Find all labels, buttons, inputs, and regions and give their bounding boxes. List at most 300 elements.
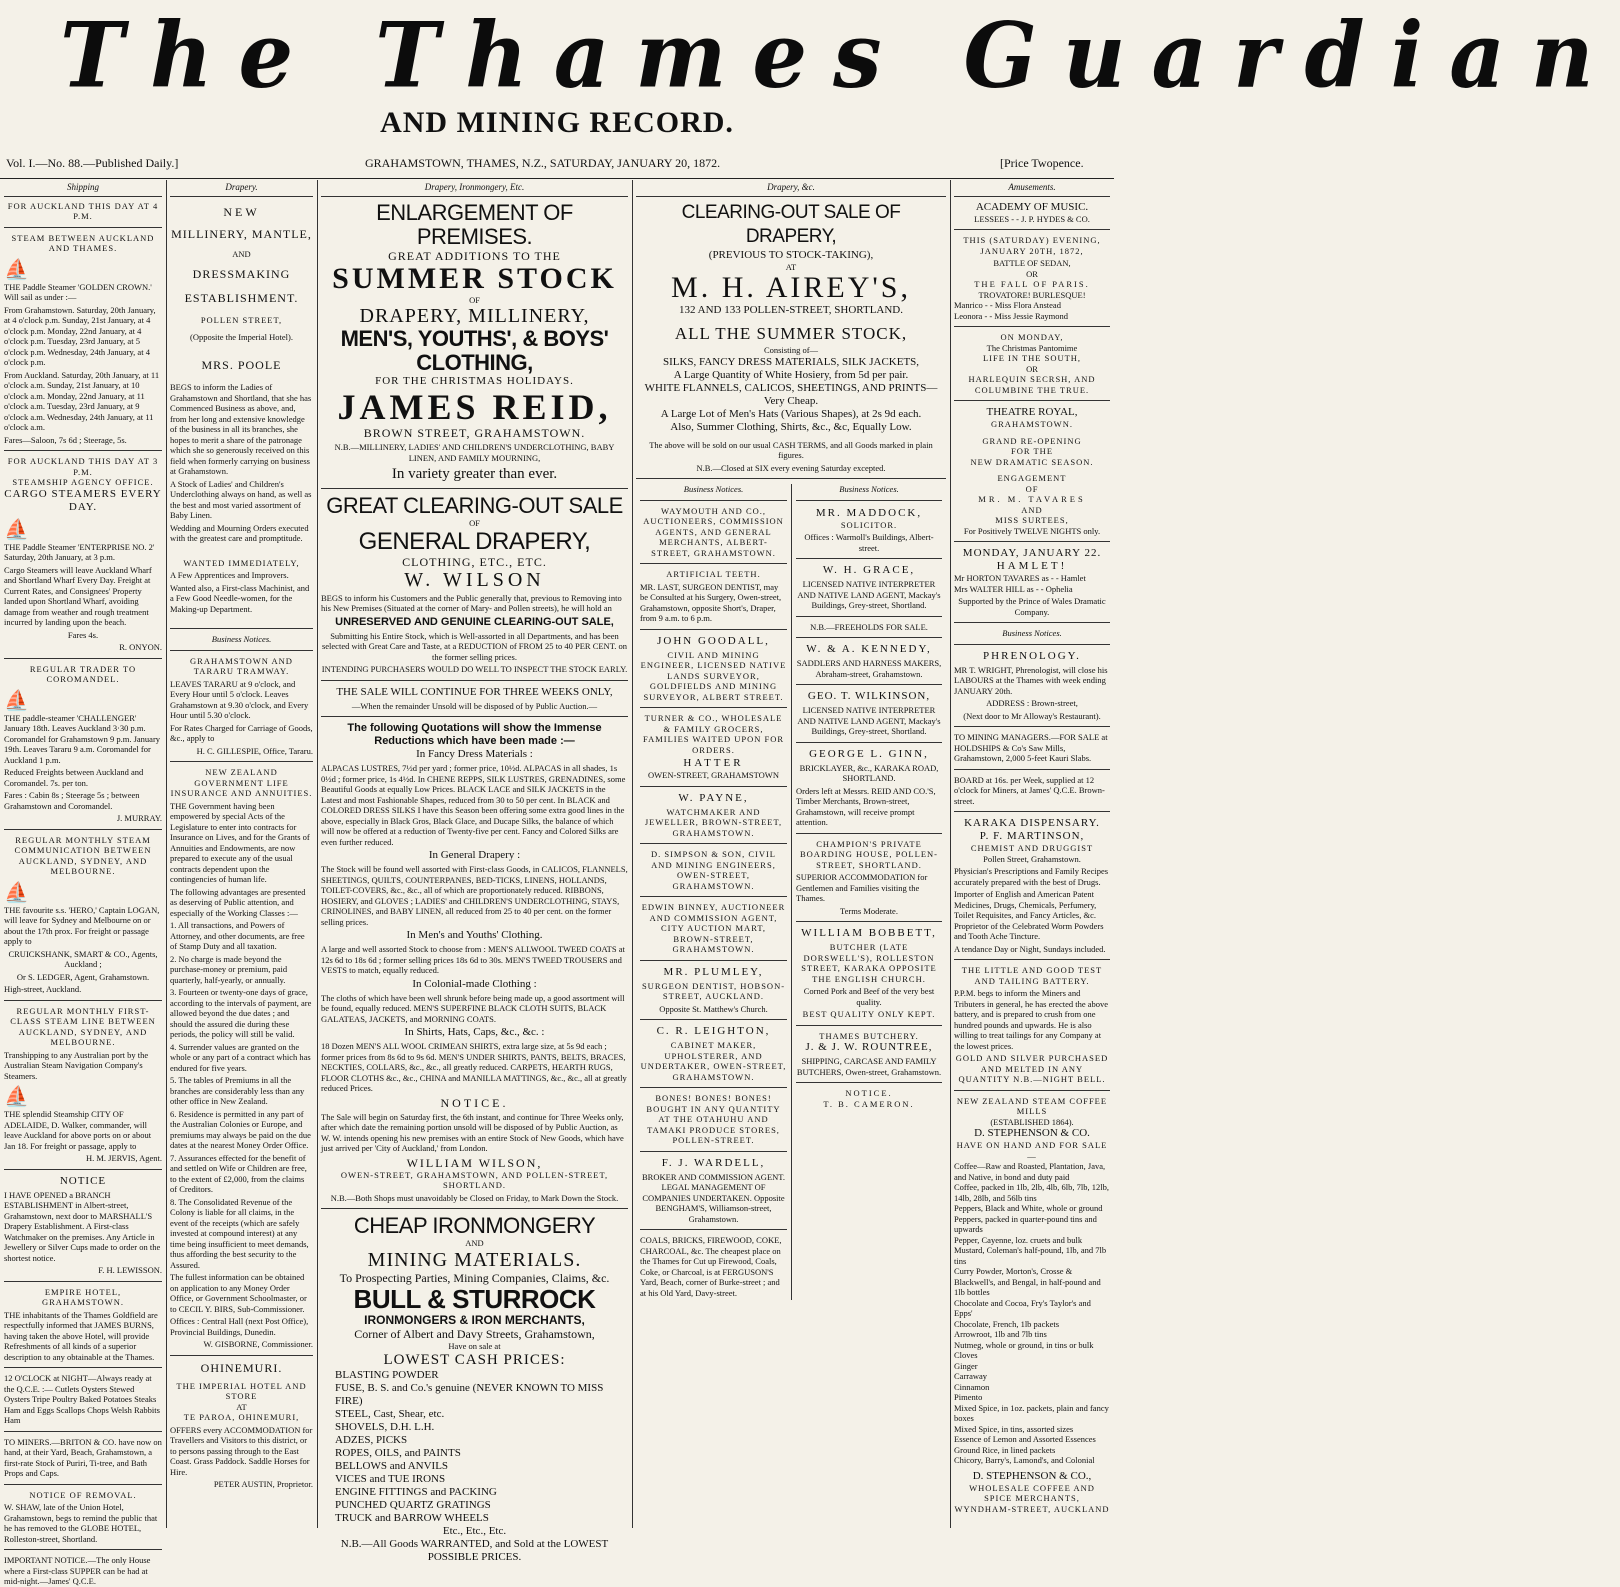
ad-text: The cloths of which have been well shrunk before being made up, a good assortment will be found, equally reduced. MEN'S SUPERFINE BLACK CLOTH SUITS, BLACK GALATEAS, JACKETS, and MORNING COATS. bbox=[321, 992, 625, 1024]
divider bbox=[4, 450, 162, 451]
ad-heading: THE FALL OF PARIS. bbox=[974, 279, 1090, 289]
ad-text: D. SIMPSON & SON, CIVIL AND MINING ENGINEERS, OWEN-STREET, GRAHAMSTOWN. bbox=[650, 849, 776, 891]
list-item: Chocolate and Cocoa, Fry's Taylor's and Epps' bbox=[954, 1297, 1091, 1318]
divider bbox=[4, 1169, 162, 1170]
cast-line: Leonora - - Miss Jessie Raymond bbox=[954, 310, 1069, 321]
ad-schedule: From Auckland. Saturday, 20th January, at 11 o'clock a.m. Sunday, 21st January, at 10 o'clock a.m. Monday, 22nd January, at 11 o'clock a.m. Tuesday, 23rd January, at 9 o'clock a.m. Wednesday, 24th January, at 11 o'clock a.m. bbox=[4, 369, 160, 432]
ad-text: WATCHMAKER AND JEWELLER, BROWN-STREET, GRAHAMSTOWN. bbox=[644, 806, 783, 838]
list-item: Peppers, packed in quarter-pound tins and upwards bbox=[954, 1213, 1097, 1234]
ad-text: TURNER & CO., WHOLESALE & FAMILY GROCERS, FAMILIES WAITED UPON FOR ORDERS. bbox=[642, 713, 785, 755]
ad-text: ALPACAS LUSTRES, 7½d per yard ; former price, 10½d. ALPACAS in all shades, 1s 0½d ; former price, 1s 4½d. In CHENE REPPS, SILK LUSTRES, GRENADINES, some Beautiful Goods at equally Low Prices. BLACK LACE and SILK JACKETS in the Latest and most Fashionable Shapes, reduced from 30 to 50 per cent. In BLACK and COLORED DRESS SILKS I have this Season been offering some extra good lines in the above, especially in Black Gros, Black Glace, and Ducape Silks, the balance of which will now be offered at a reduction of Twenty-five per cent. Fancy and Colored Silks are even further reduced. bbox=[321, 763, 626, 847]
drapery-column bbox=[170, 180, 313, 1528]
newspaper-title: The Thames Guardian bbox=[60, 2, 1620, 109]
ad-text: A Few Apprentices and Improvers. bbox=[170, 570, 289, 580]
ad-heading: ARTIFICIAL TEETH. bbox=[666, 569, 761, 579]
ad-text: Transhipping to any Australian port by the Australian Steam Navigation Company's Steamers. bbox=[4, 1049, 149, 1081]
ad-heading: MR. MADDOCK, bbox=[815, 506, 923, 519]
section-title: In Colonial-made Clothing : bbox=[412, 977, 537, 990]
ad-heading: THE SALE WILL CONTINUE FOR THREE WEEKS ONLY, bbox=[336, 685, 613, 698]
ad-heading: LIFE IN THE SOUTH, bbox=[982, 353, 1082, 363]
ad-text: Fares : Cabin 8s ; Steerage 5s ; between Grahamstown and Coromandel. bbox=[4, 790, 140, 811]
ad-text: GOLD AND SILVER PURCHASED AND MELTED IN ANY QUANTITY N.B.—NIGHT BELL. bbox=[955, 1053, 1109, 1084]
ad-text: The fullest information can be obtained on application to any Money Order Office, or Government Schoolmaster, or to CECIL Y. BIRS, Sub-Commissioner. bbox=[170, 1272, 307, 1314]
ad-headline: GENERAL DRAPERY, bbox=[358, 527, 591, 555]
ad-text: Opposite St. Matthew's Church. bbox=[659, 1003, 768, 1014]
amusements-column bbox=[954, 180, 1110, 1528]
column-header: Shipping bbox=[4, 180, 162, 197]
ad-signature: PETER AUSTIN, Proprietor. bbox=[213, 1479, 313, 1489]
ad-text: N.B.—Both Shops must unavoidably be Closed on Friday, to Mark Down the Stock. bbox=[330, 1192, 619, 1203]
ad-text: BRICKLAYER, &c., KARAKA ROAD, SHORTLAND. bbox=[799, 762, 939, 783]
cast-line: Mrs WALTER HILL as - - Ophelia bbox=[954, 583, 1073, 594]
ad-text: Pollen Street, Grahamstown. bbox=[983, 853, 1081, 864]
business-notices-left bbox=[636, 484, 791, 1300]
ad-text: N.B.—FREEHOLDS FOR SALE. bbox=[810, 621, 928, 632]
ad-agent: Or S. LEDGER, Agent, Grahamstown. bbox=[16, 971, 150, 982]
divider bbox=[796, 616, 942, 617]
ad-heading: NOTICE. bbox=[845, 1088, 893, 1098]
ironmongery-column bbox=[321, 180, 628, 1563]
divider bbox=[954, 326, 1110, 327]
list-item: Cloves bbox=[954, 1350, 978, 1360]
list-item: ROPES, OILS, and PAINTS bbox=[335, 1447, 461, 1459]
ad-heading: P. F. MARTINSON, bbox=[979, 830, 1085, 842]
ad-heading: IRONMONGERS & IRON MERCHANTS, bbox=[364, 1312, 585, 1327]
ad-heading: NEW DRAMATIC SEASON. bbox=[970, 456, 1094, 467]
ad-signature: F. H. LEWISSON. bbox=[98, 1265, 162, 1275]
section-header: Business Notices. bbox=[211, 634, 272, 644]
ad-line: A Large Lot of Men's Hats (Various Shapes), at 2s 9d each. bbox=[660, 407, 922, 420]
list-item: 5. The tables of Premiums in all the branches are considerably less than any other office in New Zealand. bbox=[170, 1075, 305, 1106]
ad-line: Also, Summer Clothing, Shirts, &c., &c, Equally Low. bbox=[670, 420, 912, 433]
ad-text: TE PAROA, OHINEMURI, bbox=[183, 1412, 300, 1422]
ad-text: Physician's Prescriptions and Family Recipes accurately prepared with the best of Drugs. bbox=[954, 866, 1109, 887]
ad-heading: GEO. T. WILKINSON, bbox=[807, 690, 931, 702]
divider bbox=[4, 1281, 162, 1282]
list-item: Curry Powder, Morton's, Crosse & Blackwell's, and Bengal, in half-pound and 1lb bottles bbox=[954, 1266, 1101, 1297]
ad-heading: NEW bbox=[223, 204, 260, 219]
list-item: PUNCHED QUARTZ GRATINGS bbox=[335, 1499, 491, 1511]
divider bbox=[640, 786, 787, 787]
ad-text: IMPORTANT NOTICE.—The only House where a First-class SUPPER can be had at mid-night.—James' Q.C.E. bbox=[4, 1555, 151, 1586]
ad-headline: CLEARING-OUT SALE OF DRAPERY, bbox=[681, 201, 901, 247]
list-item: STEEL, Cast, Shear, etc. bbox=[335, 1408, 445, 1420]
ad-text: (Next door to Mr Alloway's Restaurant). bbox=[963, 710, 1101, 721]
ad-text: BATTLE OF SEDAN, bbox=[993, 258, 1071, 268]
ad-text: OR bbox=[1026, 268, 1038, 279]
ad-heading: JOHN GOODALL, bbox=[657, 634, 770, 647]
ad-heading: To Prospecting Parties, Mining Companies, Claims, &c. bbox=[339, 1270, 610, 1285]
divider bbox=[796, 742, 942, 743]
issue-price: [Price Twopence. bbox=[1000, 156, 1084, 170]
divider bbox=[321, 1208, 628, 1209]
ad-heading: W. PAYNE, bbox=[678, 791, 749, 804]
ad-text: SHIPPING, CARCASE AND FAMILY BUTCHERS, Owen-street, Grahamstown. bbox=[796, 1056, 942, 1077]
ad-heading: W. & A. KENNEDY, bbox=[806, 643, 932, 655]
ad-text: AND bbox=[232, 248, 251, 259]
ad-heading: GRAND RE-OPENING bbox=[982, 435, 1082, 446]
ad-text: The following advantages are presented as deserving of Public attention, and especially of the Working Classes :— bbox=[170, 886, 306, 918]
divider bbox=[796, 558, 942, 559]
ad-heading: J. & J. W. ROUNTREE, bbox=[805, 1041, 933, 1053]
ad-text: SADDLERS AND HARNESS MAKERS, Abraham-street, Grahamstown. bbox=[796, 658, 942, 679]
ad-text: THE Paddle Steamer 'ENTERPRISE NO. 2' Saturday, 20th January, at 3 p.m. bbox=[4, 541, 155, 562]
divider bbox=[640, 707, 787, 708]
list-item: Nutmeg, whole or ground, in tins or bulk bbox=[954, 1339, 1094, 1350]
divider bbox=[640, 843, 787, 844]
ad-text: A Stock of Ladies' and Children's Underclothing always on hand, as well as the best and most varied assortment of Baby Linen. bbox=[170, 478, 312, 520]
ad-heading: CARGO STEAMERS EVERY DAY. bbox=[4, 487, 162, 513]
ad-text: FOR THE bbox=[1010, 446, 1054, 456]
steamship-icon: ⛵ bbox=[4, 258, 29, 281]
ad-heading: NOTICE OF REMOVAL. bbox=[29, 1489, 137, 1500]
ad-text: INTENDING PURCHASERS WOULD DO WELL TO INSPECT THE STOCK EARLY. bbox=[321, 664, 628, 674]
shipping-column bbox=[4, 180, 162, 1586]
dateline bbox=[0, 150, 1114, 179]
ad-heading: REGULAR TRADER TO COROMANDEL. bbox=[29, 663, 137, 684]
list-item: 2. No charge is made beyond the purchase-money or premium, paid quarterly, half-yearly, or annually. bbox=[170, 953, 288, 985]
section-title: In General Drapery : bbox=[428, 849, 521, 861]
ad-text: Submitting his Entire Stock, which is Well-assorted in all Departments, and has been selected with Great Care and Taste, at a REDUCTION of FROM 25 to 40 PER CENT. on the former selling prices. bbox=[321, 630, 628, 662]
ad-text: Terms Moderate. bbox=[840, 905, 898, 916]
divider bbox=[4, 1549, 162, 1550]
divider bbox=[640, 960, 787, 961]
issue-date: GRAHAMSTOWN, THAMES, N.Z., SATURDAY, JANUARY 20, 1872. bbox=[365, 156, 721, 170]
ad-fares: Fares 4s. bbox=[67, 629, 99, 640]
ad-text: BEST QUALITY ONLY KEPT. bbox=[802, 1009, 936, 1019]
ad-heading: D. STEPHENSON & CO., bbox=[972, 1469, 1092, 1482]
column-rule bbox=[166, 180, 167, 1528]
divider bbox=[954, 622, 1110, 623]
ad-text: BROKER AND COMMISSION AGENT. LEGAL MANAGEMENT OF COMPANIES UNDERTAKEN. Opposite BENGHAM'S, Williamson-street, Grahamstown. bbox=[642, 1171, 785, 1224]
list-item: Carraway bbox=[954, 1371, 988, 1381]
list-item: Chocolate, French, 1lb packets bbox=[954, 1318, 1060, 1329]
ad-text: OF bbox=[469, 518, 480, 528]
list-item: VICES and TUE IRONS bbox=[335, 1473, 446, 1485]
ad-headline: MINING MATERIALS. bbox=[367, 1248, 582, 1271]
steamship-icon: ⛵ bbox=[4, 881, 29, 904]
ad-text: SURGEON DENTIST, HOBSON-STREET, AUCKLAND. bbox=[641, 980, 786, 1001]
divider bbox=[4, 1367, 162, 1368]
ad-text: BEGS to inform the Ladies of Grahamstown and Shortland, that she has Commenced Business as above, and, from her long and extensive knowledge of the business in all its branches, she hopes to merit a share of the patronage which she so generously received on this field when formerly carrying on business at Grahamstown. bbox=[170, 382, 312, 476]
ad-text: BOARD at 16s. per Week, supplied at 12 o'clock for Miners, at James' Q.C.E. Brown-street. bbox=[954, 774, 1105, 806]
divider bbox=[640, 1019, 787, 1020]
column-rule bbox=[317, 180, 318, 1528]
list-item: Coffee—Raw and Roasted, Plantation, Java, and Native, in bond and duty paid bbox=[954, 1161, 1106, 1182]
ad-heading: SOLICITOR. bbox=[840, 519, 898, 530]
ad-heading: REGULAR MONTHLY STEAM COMMUNICATION BETWEEN AUCKLAND, SYDNEY, AND MELBOURNE. bbox=[14, 834, 152, 876]
divider bbox=[954, 644, 1110, 645]
ad-line: WHITE FLANNELS, CALICOS, SHEETINGS, AND PRINTS—Very Cheap. bbox=[644, 381, 938, 407]
list-item: TRUCK and BARROW WHEELS bbox=[335, 1512, 489, 1524]
ad-heading: THE LITTLE AND GOOD TEST AND TAILING BATTERY. bbox=[961, 965, 1103, 986]
ad-signature: W. GISBORNE, Commissioner. bbox=[203, 1339, 313, 1349]
ad-text: Orders left at Messrs. REID AND CO.'S, Timber Merchants, Brown-street, Grahamstown, will receive prompt attention. bbox=[796, 785, 936, 827]
list-item: Peppers, Black and White, whole or ground bbox=[954, 1203, 1103, 1213]
ad-text: ADDRESS : Brown-street, bbox=[986, 698, 1078, 708]
ad-text: The Sale will begin on Saturday first, the 6th instant, and continue for Three Weeks only, after which date the remaining portion unsold will be disposed of by Public Auction, as W. W. intends opening his new premises with an entire Stock of New Goods, which have just arrived per 'City of Auckland,' from London. bbox=[321, 1111, 624, 1153]
list-item: 6. Residence is permitted in any part of the Australian Colonies or Europe, and premiums may always be paid on the due dates at the nearest Money Order Office. bbox=[170, 1108, 311, 1150]
list-item: BELLOWS and ANVILS bbox=[335, 1460, 449, 1472]
ad-text: CABINET MAKER, UPHOLSTERER, AND UNDERTAKER, OWEN-STREET, GRAHAMSTOWN. bbox=[640, 1040, 787, 1082]
divider bbox=[321, 716, 628, 717]
ad-text: Reduced Freights between Auckland and Coromandel. 7s. per ton. bbox=[4, 767, 144, 788]
ad-text: OWEN-STREET, GRAHAMSTOWN bbox=[648, 770, 779, 780]
divider bbox=[796, 684, 942, 685]
ad-headline: M. H. AIREY'S, bbox=[671, 271, 911, 304]
business-notices-right bbox=[791, 484, 946, 1300]
ad-text: Offices : Warmoll's Buildings, Albert-street. bbox=[804, 532, 934, 553]
divider bbox=[796, 833, 942, 834]
ad-text: W. SHAW, late of the Union Hotel, Grahamstown, begs to remind the public that he has removed to the GLOBE HOTEL, Rolleston-street, Shortland. bbox=[4, 1502, 158, 1544]
ad-text: THE Government having been empowered by special Acts of the Legislature to enter into contracts for Insurance on Lives, and for the Grants of Annuities and Endowments, are now prepared to execute any of the usual contracts dependent upon the contingencies of human life. bbox=[170, 800, 310, 884]
ad-text: GRAHAMSTOWN. bbox=[991, 419, 1073, 429]
ad-text: 12 O'CLOCK at NIGHT—Always ready at the Q.C.E. :— Cutlets Oysters Stewed Oysters Tripe Poultry Baked Potatoes Steaks Ham and Eggs Scallops Chops Welsh Rabbits Ham bbox=[4, 1373, 160, 1425]
list-item: Mustard, Coleman's half-pound, 1lb, and 7lb tins bbox=[954, 1245, 1107, 1266]
divider bbox=[796, 921, 942, 922]
ad-text: (ESTABLISHED 1864). bbox=[990, 1116, 1074, 1127]
divider bbox=[4, 1484, 162, 1485]
business-column bbox=[636, 180, 946, 1528]
ad-text: POLLEN STREET, bbox=[200, 315, 283, 325]
ad-heading: W. H. GRACE, bbox=[822, 564, 916, 576]
ad-heading: (PREVIOUS TO STOCK-TAKING), bbox=[708, 248, 874, 261]
ad-heading: HATTER bbox=[683, 757, 744, 769]
masthead bbox=[0, 0, 1620, 150]
list-item: Ginger bbox=[954, 1360, 978, 1371]
list-item: ENGINE FITTINGS and PACKING bbox=[335, 1486, 497, 1498]
ad-heading: KARAKA DISPENSARY. bbox=[964, 817, 1100, 829]
ad-heading: MISS SURTEES, bbox=[995, 515, 1069, 525]
ad-heading: MRS. POOLE bbox=[201, 358, 282, 372]
ad-text: THE favourite s.s. 'HERO,' Captain LOGAN, will leave for Sydney and Melbourne on or about the 17th prox. For freight or passage apply to bbox=[4, 904, 160, 946]
divider bbox=[321, 488, 628, 489]
ad-heading: EMPIRE HOTEL, GRAHAMSTOWN. bbox=[42, 1286, 124, 1307]
ad-headline: MEN'S, YOUTHS', & BOYS' CLOTHING, bbox=[340, 326, 609, 375]
ad-heading: NEW ZEALAND STEAM COFFEE MILLS bbox=[956, 1095, 1108, 1116]
ad-heading: MILLINERY, MANTLE, bbox=[171, 226, 312, 241]
divider bbox=[954, 769, 1110, 770]
list-item: BLASTING POWDER bbox=[335, 1369, 439, 1381]
ad-text: CHAMPION'S PRIVATE BOARDING HOUSE, POLLEN-STREET, SHORTLAND. bbox=[800, 838, 938, 870]
divider bbox=[954, 1090, 1110, 1091]
ad-heading: FOR AUCKLAND THIS DAY AT 4 P.M. bbox=[7, 200, 159, 221]
ad-text: —When the remainder Unsold will be disposed of by Public Auction.— bbox=[351, 700, 598, 711]
section-title: In Shirts, Hats, Caps, &c., &c. : bbox=[404, 1026, 545, 1038]
section-header: Business Notices. bbox=[1002, 628, 1062, 638]
ad-text: Wanted also, a First-class Machinist, and a Few Good Needle-women, for the Making-up Department. bbox=[170, 582, 310, 614]
list-item: Pepper, Cayenne, loz. cruets and bulk bbox=[954, 1234, 1083, 1245]
list-item: 8. The Consolidated Revenue of the Colony is liable for all claims, in the event of the receipts (which are safely invested at compound interest) at any time being insufficient to meet demands, thus affording the best security to the Assured. bbox=[170, 1196, 309, 1270]
ad-text: TO MINERS.—BRITON & CO. have now on hand, at their Yard, Beach, Grahamstown, a first-rate Stock of Puriri, Ti-tree, and Bath Props and Caps. bbox=[4, 1436, 162, 1478]
list-item: Chicory, Barry's, Lamond's, and Colonial bbox=[954, 1455, 1095, 1465]
ad-text: COALS, BRICKS, FIREWOOD, COKE, CHARCOAL, &c. The cheapest place on the Thames for Cut up Firewood, Coals, Coke, or Charcoal, is at FERGUSON'S Yard, Beach, corner of Burke-street ; and at his Old Yard, Davy-street. bbox=[640, 1235, 782, 1298]
ad-text: OR bbox=[1026, 363, 1038, 374]
ad-signature: J. MURRAY. bbox=[116, 813, 162, 823]
divider bbox=[170, 761, 313, 762]
ad-headline: GREAT CLEARING-OUT SALE bbox=[326, 493, 623, 518]
divider bbox=[640, 1229, 787, 1230]
divider bbox=[4, 829, 162, 830]
ad-headline: JAMES REID, bbox=[337, 387, 612, 427]
section-header: Business Notices. bbox=[839, 484, 899, 494]
ad-text: THE inhabitants of the Thames Goldfield are respectfully informed that JAMES BURNS, having taken the above Hotel, will provide Refreshments of all kinds of a superior description to any obtainable at the Thames. bbox=[4, 1309, 158, 1362]
list-item: Mixed Spice, in 1oz. packets, plain and fancy boxes bbox=[954, 1402, 1109, 1423]
list-item: 4. Surrender values are granted on the whole or any part of a contract which has endured for five years. bbox=[170, 1041, 311, 1073]
section-title: In Fancy Dress Materials : bbox=[416, 748, 533, 760]
ad-text: LESSEES - - J. P. HYDES & CO. bbox=[974, 213, 1090, 224]
column-rule bbox=[950, 180, 951, 1528]
ad-heading: STEAMSHIP AGENCY OFFICE. bbox=[12, 477, 154, 487]
newspaper-subtitle: AND MINING RECORD. bbox=[380, 106, 734, 139]
ad-heading: C. R. LEIGHTON, bbox=[656, 1025, 771, 1037]
divider bbox=[4, 658, 162, 659]
ad-heading: HAVE ON HAND AND FOR SALE— bbox=[956, 1140, 1108, 1161]
ad-text: High-street, Auckland. bbox=[4, 984, 82, 994]
ad-tagline: In variety greater than ever. bbox=[391, 466, 558, 482]
ad-heading: ON MONDAY, bbox=[1000, 332, 1064, 342]
ad-text: For Positively TWELVE NIGHTS only. bbox=[963, 525, 1101, 536]
column-rule bbox=[632, 180, 633, 1528]
ad-text: AND bbox=[465, 1238, 484, 1248]
volume-number: Vol. I.—No. 88.—Published Daily.] bbox=[6, 156, 179, 170]
ad-text: MR. LAST, SURGEON DENTIST, may be Consulted at his Surgery, Owen-street, Grahamstown, opposite Short's, Draper, from 9 a.m. to 6 p.m. bbox=[640, 581, 782, 623]
ad-text: Offices : Central Hall (next Post Office), Provincial Buildings, Dunedin. bbox=[170, 1316, 309, 1337]
ad-text: Wedding and Mourning Orders executed with the greatest care and promptitude. bbox=[170, 522, 309, 543]
ad-headline: BULL & STURROCK bbox=[353, 1283, 596, 1314]
ad-heading: LOWEST CASH PRICES: bbox=[383, 1352, 566, 1368]
ad-heading: GEORGE L. GINN, bbox=[809, 747, 929, 760]
divider bbox=[640, 896, 787, 897]
column-header: Drapery, &c. bbox=[636, 180, 946, 197]
ad-text: CIVIL AND MINING ENGINEER, LICENSED NATIVE LANDS SURVEYOR, GOLDFIELDS AND MINING SURVEYOR, ALBERT STREET. bbox=[640, 649, 787, 702]
list-item: Essence of Lemon and Assorted Essences bbox=[954, 1434, 1096, 1444]
ad-heading: WILLIAM BOBBETT, bbox=[801, 927, 937, 939]
section-title: NOTICE. bbox=[440, 1095, 509, 1110]
list-item: Pimento bbox=[954, 1392, 983, 1402]
list-item: FUSE, B. S. and Co.'s genuine (NEVER KNOWN TO MISS FIRE) bbox=[335, 1382, 604, 1407]
divider bbox=[170, 1355, 313, 1356]
list-item: 7. Assurances effected for the benefit of and settled on Wife or Children are free, to the extent of £2,000, from the claims of Creditors. bbox=[170, 1152, 307, 1194]
ad-text: SUPERIOR ACCOMMODATION for Gentlemen and Families visiting the Thames. bbox=[796, 872, 928, 903]
ad-headline: SUMMER STOCK bbox=[332, 261, 617, 295]
ad-text: The Christmas Pantomime bbox=[986, 342, 1078, 353]
ad-text: Importer of English and American Patent Medicines, Drugs, Chemicals, Perfumery, Toilet Requisites, and Fancy Articles, &c. Proprietor of the Celebrated Worm Powders and Tooth Ache Tincture. bbox=[954, 889, 1104, 941]
ad-text: A large and well assorted Stock to choose from : MEN'S ALLWOOL TWEED COATS at 12s 6d to 18s 6d ; former selling prices 18s 6d to 30s. MEN'S TWEED TROUSERS and VESTS to match, equally reduced. bbox=[321, 944, 625, 975]
ad-heading: GRAHAMSTOWN AND TARARU TRAMWAY. bbox=[190, 655, 293, 676]
steamship-icon: ⛵ bbox=[4, 689, 29, 712]
ad-heading: NEW ZEALAND GOVERNMENT LIFE INSURANCE AND ANNUITIES. bbox=[170, 767, 313, 798]
steamship-icon: ⛵ bbox=[4, 1086, 29, 1108]
ad-agent: CRUICKSHANK, SMART & CO., Agents, Auckland ; bbox=[8, 948, 158, 969]
ad-heading: DRESSMAKING bbox=[192, 267, 291, 281]
ad-text: WHOLESALE COFFEE AND SPICE MERCHANTS, bbox=[969, 1482, 1095, 1503]
ad-heading: MONDAY, JANUARY 22. bbox=[962, 547, 1102, 559]
ad-text: THE splendid Steamship CITY OF ADELAIDE, D. Walker, commander, will leave Auckland for above ports on or about Jan 18. For freight or passage, apply to bbox=[4, 1109, 152, 1151]
divider bbox=[640, 629, 787, 630]
steamship-icon: ⛵ bbox=[4, 518, 29, 541]
list-item: Ground Rice, in lined packets bbox=[954, 1444, 1056, 1455]
ad-text: HARLEQUIN SECRSH, AND COLUMBINE THE TRUE. bbox=[968, 374, 1096, 395]
divider bbox=[954, 811, 1110, 812]
ad-heading: MR. PLUMLEY, bbox=[663, 965, 764, 978]
ad-footer: N.B.—All Goods WARRANTED, and Sold at the LOWEST POSSIBLE PRICES. bbox=[340, 1538, 609, 1563]
ad-heading: FOR AUCKLAND THIS DAY AT 3 P.M. bbox=[7, 456, 159, 477]
ad-heading: WILLIAM WILSON, bbox=[406, 1155, 543, 1170]
ad-headline: W. WILSON bbox=[404, 568, 545, 591]
ad-text: AND bbox=[1021, 504, 1043, 515]
ad-heading: MR. M. TAVARES bbox=[978, 494, 1086, 504]
ad-text: Cargo Steamers will leave Auckland Wharf and Shortland Wharf Every Day. Freight at Current Rates, and Consignees' Property landed upon Shortland Wharf, avoiding damage from weather and rough treatment incurred by landing upon the beach. bbox=[4, 564, 152, 627]
ad-text: WAYMOUTH AND CO., AUCTIONEERS, COMMISSION AGENTS, AND GENERAL MERCHANTS, ALBERT-STREET, GRAHAMSTOWN. bbox=[643, 505, 784, 558]
ad-heading: STEAM BETWEEN AUCKLAND AND THAMES. bbox=[11, 232, 155, 253]
ad-heading: The following Quotations will show the Immense Reductions which have been made :— bbox=[347, 722, 602, 747]
ad-heading: CLOTHING, ETC., ETC. bbox=[402, 554, 547, 569]
divider bbox=[954, 726, 1110, 727]
ad-text: LEAVES TARARU at 9 o'clock, and Every Hour until 5 o'clock. Leaves Grahamstown at 9.30 o'clock, and Every Hour until 5.30 o'clock. bbox=[170, 678, 309, 720]
ad-text: The Stock will be found well assorted with First-class Goods, in CALICOS, FLANNELS, SHEETINGS, QUILTS, COUNTERPANES, BED-TICKS, LINENS, HOLLANDS, TOILET-COVERS, &c., &c., all of which are proportionately reduced. RIBBONS, HOSIERY, and GLOVES ; LADIES' and CHILDREN'S UNDERCLOTHING, STAYS, CRINOLINES, and BABY LINEN, all reduced from 25 to 40 per cent. on the former selling prices. bbox=[321, 864, 628, 927]
ad-heading: WANTED IMMEDIATELY, bbox=[183, 557, 300, 568]
ad-text: BONES! BONES! BONES! BOUGHT IN ANY QUANTITY AT THE OTAHUHU AND TAMAKI PRODUCE STORES, POLLEN-STREET. bbox=[646, 1093, 781, 1145]
list-item: 1. All transactions, and Powers of Attorney, and other documents, are free of Stamp Duty and all taxation. bbox=[170, 920, 305, 951]
ad-heading: GREAT ADDITIONS TO THE bbox=[388, 248, 561, 263]
column-header: Drapery. bbox=[170, 180, 313, 197]
ad-line: SILKS, FANCY DRESS MATERIALS, SILK JACKETS, bbox=[662, 355, 920, 368]
divider bbox=[954, 959, 1110, 960]
list-item: Cinnamon bbox=[954, 1381, 990, 1392]
ad-text: P.P.M. begs to inform the Miners and Tributers in general, he has erected the above battery, and is prepared to crush from one hundred pounds and upwards. He is also willing to treat tailings for any Company at the lowest prices. bbox=[954, 988, 1109, 1051]
ad-text: A tendance Day or Night, Sundays included. bbox=[954, 943, 1106, 954]
ad-heading: THIS (SATURDAY) EVENING, JANUARY 20TH, 1872, bbox=[963, 235, 1101, 256]
ad-heading: F. J. WARDELL, bbox=[661, 1156, 766, 1169]
ad-signature: H. M. JERVIS, Agent. bbox=[85, 1153, 162, 1163]
ad-text: THE paddle-steamer 'CHALLENGER' January 18th. Leaves Auckland 3·30 p.m. Coromandel for Grahamstown 9 p.m. January 19th. Leaves Tararu 9 a.m. Coromandel for Auckland 1 p.m. bbox=[4, 712, 161, 765]
ad-text: TO MINING MANAGERS.—FOR SALE at HOLDSHIPS & Co's Saw Mills, Grahamstown, 2,000 5-feet Kauri Slabs. bbox=[954, 732, 1108, 763]
divider bbox=[4, 1000, 162, 1001]
divider bbox=[640, 1151, 787, 1152]
divider bbox=[796, 1025, 942, 1026]
divider bbox=[170, 628, 313, 629]
ad-text: EDWIN BINNEY, AUCTIONEER AND COMMISSION AGENT, CITY AUCTION MART, BROWN-STREET, GRAHAMSTOWN. bbox=[641, 902, 786, 954]
divider bbox=[954, 229, 1110, 230]
ad-heading: UNRESERVED AND GENUINE CLEARING-OUT SALE, bbox=[335, 615, 614, 628]
section-header: Business Notices. bbox=[683, 484, 744, 494]
divider bbox=[796, 500, 942, 501]
cast-line: Manrico - - Miss Flora Anstead bbox=[954, 300, 1061, 310]
ad-signature: T. B. CAMERON. bbox=[823, 1098, 915, 1109]
ad-headline: DRAPERY, MILLINERY, bbox=[359, 305, 590, 327]
list-item: Mixed Spice, in tins, assorted sizes bbox=[954, 1423, 1074, 1434]
ad-heading: D. STEPHENSON & CO. bbox=[974, 1127, 1090, 1139]
ad-text: I HAVE OPENED a BRANCH ESTABLISHMENT in Albert-street, Grahamstown, next door to MARSHALL'S Drapery Establishment. A First-class Watchmaker on the premises. Any Article in Jewellery or Silver Cups made to order on the shortest notice. bbox=[4, 1189, 161, 1263]
ad-text: LICENSED NATIVE INTERPRETER AND NATIVE LAND AGENT, Mackay's Buildings, Grey-street, Shortland. bbox=[797, 579, 941, 610]
column-header: Amusements. bbox=[954, 180, 1110, 197]
ad-heading: THAMES BUTCHERY. bbox=[819, 1030, 919, 1041]
ad-heading: REGULAR MONTHLY FIRST-CLASS STEAM LINE BETWEEN AUCKLAND, SYDNEY, AND MELBOURNE. bbox=[10, 1005, 156, 1047]
ad-text: OF bbox=[1025, 483, 1039, 494]
ad-fares: Fares—Saloon, 7s 6d ; Steerage, 5s. bbox=[4, 434, 127, 445]
ad-heading: PHRENOLOGY. bbox=[983, 649, 1081, 662]
ad-signature: H. C. GILLESPIE, Office, Tararu. bbox=[196, 745, 313, 756]
ad-schedule: From Grahamstown. Saturday, 20th January, at 4 o'clock p.m. Sunday, 21st January, at 4 o'clock p.m. Monday, 22nd January, at 4 o'clock p.m. Tuesday, 23rd January, at 5 o'clock p.m. Wednesday, 24th January, at 4 o'clock p.m. bbox=[4, 304, 156, 367]
ad-heading: BROWN STREET, GRAHAMSTOWN. bbox=[363, 426, 586, 440]
list-item: Etc., Etc., Etc. bbox=[442, 1525, 507, 1537]
ad-heading: Corner of Albert and Davy Streets, Grahamstown, bbox=[354, 1326, 595, 1341]
divider bbox=[640, 563, 787, 564]
ad-heading: HAMLET! bbox=[996, 560, 1068, 572]
ad-text: OFFERS every ACCOMMODATION for Travellers and Visitors to this district, or to persons passing through to the East Coast. Grass Paddock. Saddle Horses for Hire. bbox=[170, 1424, 313, 1477]
ad-text: LICENSED NATIVE INTERPRETER AND NATIVE LAND AGENT, Mackay's Buildings, Grey-street, Shortland. bbox=[797, 705, 941, 736]
